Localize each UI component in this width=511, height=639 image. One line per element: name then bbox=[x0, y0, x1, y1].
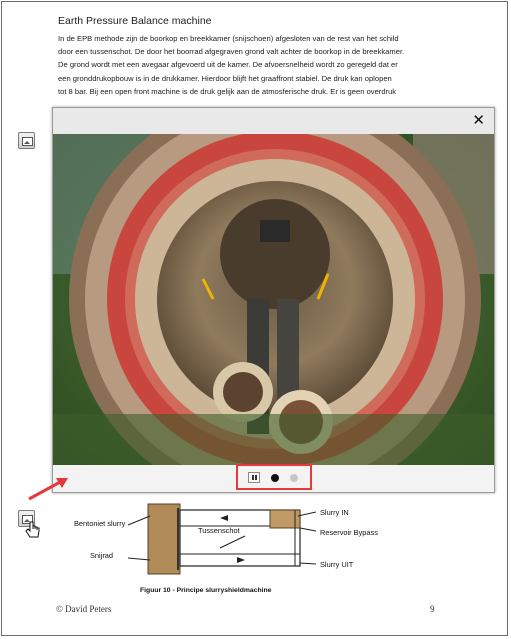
label-reservoir-bypass: Reservoir Bypass bbox=[320, 528, 378, 537]
slurry-diagram-drawing bbox=[70, 498, 410, 583]
document-paragraph: In de EPB methode zijn de boorkop en breekkamer (snijschoen) afgesloten van de rest van het schild door een tussenschot. De door het boorrad afgegraven grond valt achter de boorkop in de breekkamer. De grond wordt met een avegaar afgevoerd uit de kamer. De afvoersnelheid wordt zo geregeld dat er een gronddrukopbouw is in de drukkamer. Hierdoor blijft het graaffront stabiel. De druk kan oplopen tot 8 bar. Bij een open front machine is de druk gelijk aan de atmosferische druk. Er is geen overdruk bbox=[58, 34, 405, 96]
lightbox-photo bbox=[53, 134, 494, 465]
annotation-arrow bbox=[26, 474, 70, 502]
slideshow-controls bbox=[53, 465, 494, 492]
footer-author: © David Peters bbox=[56, 604, 112, 614]
figure-caption: Figuur 10 - Principe slurryshieldmachine bbox=[140, 587, 272, 594]
pause-button[interactable] bbox=[248, 472, 260, 483]
slide-dot-1[interactable] bbox=[271, 474, 279, 482]
slide-dot-2[interactable] bbox=[290, 474, 298, 482]
label-bentoniet: Bentoniet slurry bbox=[74, 519, 126, 528]
image-lightbox bbox=[52, 107, 495, 493]
label-tussenschot: Tussenschot bbox=[198, 526, 240, 535]
slurry-diagram bbox=[70, 498, 410, 583]
image-thumbnail-icon[interactable] bbox=[18, 132, 35, 149]
slideshow-controls-highlight bbox=[236, 464, 312, 490]
label-slurry-uit: Slurry UIT bbox=[320, 560, 354, 569]
tunnel-pipe-photo bbox=[53, 134, 494, 465]
close-icon[interactable]: ✕ bbox=[472, 111, 485, 129]
lightbox-header bbox=[53, 108, 494, 134]
page-number: 9 bbox=[430, 604, 435, 614]
label-snijrad: Snijrad bbox=[90, 551, 114, 560]
document-title: Earth Pressure Balance machine bbox=[58, 15, 212, 27]
label-slurry-in: Slurry IN bbox=[320, 508, 349, 517]
hand-cursor-icon bbox=[25, 520, 41, 540]
